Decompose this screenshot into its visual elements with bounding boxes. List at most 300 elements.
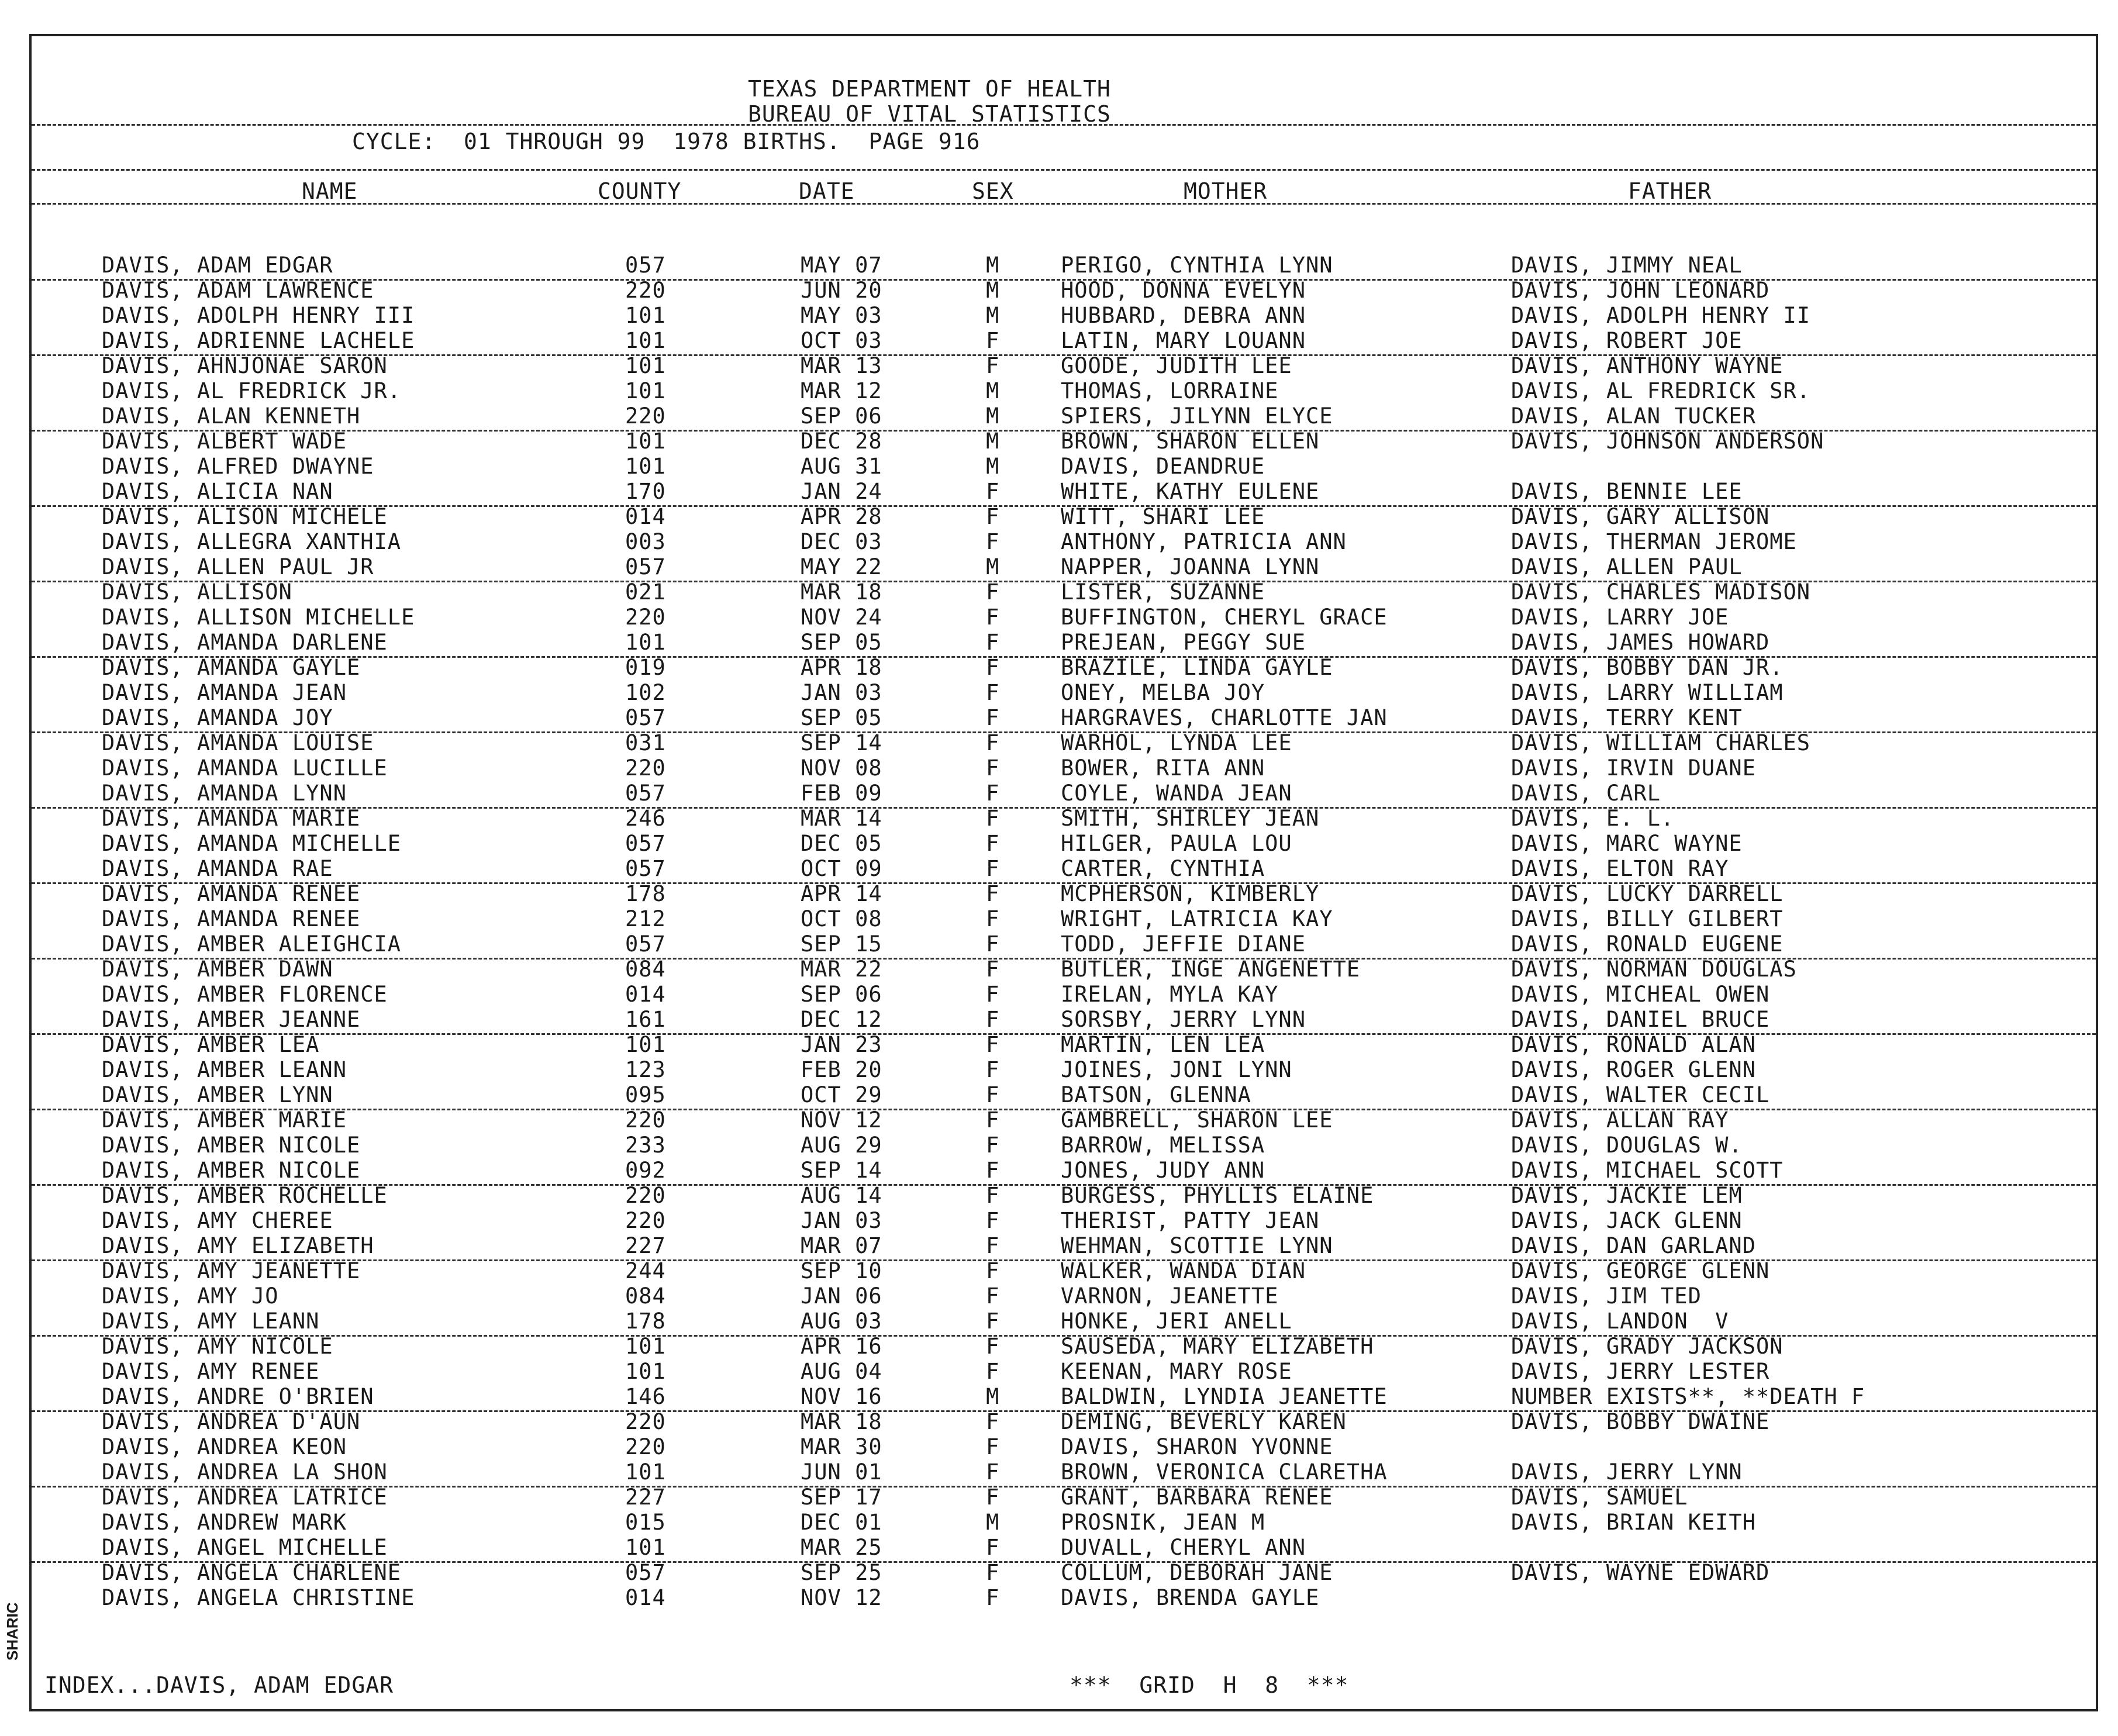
cell-sex: F bbox=[986, 1233, 1000, 1258]
cell-father: NUMBER EXISTS**, **DEATH F bbox=[1511, 1384, 1865, 1409]
cell-sex: F bbox=[986, 1560, 1000, 1585]
cell-father: DAVIS, NORMAN DOUGLAS bbox=[1511, 957, 1797, 982]
cell-father: DAVIS, JACKIE LEM bbox=[1511, 1183, 1743, 1208]
cell-sex: F bbox=[986, 479, 1000, 504]
cell-father: DAVIS, LANDON V bbox=[1511, 1309, 1729, 1334]
cell-sex: F bbox=[986, 906, 1000, 931]
cell-county: 101 bbox=[625, 1459, 666, 1485]
cell-county: 101 bbox=[625, 1535, 666, 1560]
cell-mother: BOWER, RITA ANN bbox=[1061, 755, 1265, 781]
cell-county: 057 bbox=[625, 1560, 666, 1585]
table-row bbox=[32, 1033, 2096, 1058]
col-father: FATHER bbox=[1628, 178, 1712, 204]
cell-father: DAVIS, JACK GLENN bbox=[1511, 1208, 1743, 1233]
cell-date: JAN 24 bbox=[801, 479, 882, 504]
cell-sex: F bbox=[986, 705, 1000, 730]
cell-date: APR 14 bbox=[801, 881, 882, 906]
cell-date: NOV 12 bbox=[801, 1107, 882, 1133]
cell-county: 101 bbox=[625, 454, 666, 479]
table-row bbox=[32, 933, 2096, 960]
cell-county: 220 bbox=[625, 1434, 666, 1459]
cell-date: NOV 08 bbox=[801, 755, 882, 781]
cell-sex: F bbox=[986, 1309, 1000, 1334]
header-rule-bottom bbox=[32, 203, 2096, 205]
cell-county: 101 bbox=[625, 378, 666, 403]
table-row bbox=[32, 958, 2096, 983]
cell-father: DAVIS, RONALD ALAN bbox=[1511, 1032, 1756, 1057]
cell-father: DAVIS, DAN GARLAND bbox=[1511, 1233, 1756, 1258]
cell-county: 015 bbox=[625, 1510, 666, 1535]
cell-date: MAY 22 bbox=[801, 554, 882, 579]
cell-name: DAVIS, AMANDA LUCILLE bbox=[102, 755, 388, 781]
table-row bbox=[32, 1461, 2096, 1487]
cell-mother: DAVIS, SHARON YVONNE bbox=[1061, 1434, 1333, 1459]
cell-father: DAVIS, ANTHONY WAYNE bbox=[1511, 353, 1784, 378]
cell-date: AUG 04 bbox=[801, 1359, 882, 1384]
table-row bbox=[32, 1511, 2096, 1536]
cell-name: DAVIS, ANGELA CHARLENE bbox=[102, 1560, 402, 1585]
cell-name: DAVIS, ALAN KENNETH bbox=[102, 403, 361, 429]
cell-mother: WRIGHT, LATRICIA KAY bbox=[1061, 906, 1333, 931]
cell-mother: NAPPER, JOANNA LYNN bbox=[1061, 554, 1320, 579]
cell-mother: IRELAN, MYLA KAY bbox=[1061, 982, 1279, 1007]
table-row bbox=[32, 405, 2096, 432]
cell-sex: M bbox=[986, 454, 1000, 479]
cell-father: DAVIS, JERRY LYNN bbox=[1511, 1459, 1743, 1485]
header-bureau: BUREAU OF VITAL STATISTICS bbox=[748, 101, 1111, 127]
table-row bbox=[32, 1184, 2096, 1209]
cell-sex: M bbox=[986, 278, 1000, 303]
table-row bbox=[32, 1360, 2096, 1385]
cell-name: DAVIS, AMBER ROCHELLE bbox=[102, 1183, 388, 1208]
cell-mother: ONEY, MELBA JOY bbox=[1061, 680, 1265, 705]
cell-date: APR 18 bbox=[801, 655, 882, 680]
cell-mother: WEHMAN, SCOTTIE LYNN bbox=[1061, 1233, 1333, 1258]
cell-father: DAVIS, WAYNE EDWARD bbox=[1511, 1560, 1770, 1585]
cell-father: DAVIS, MARC WAYNE bbox=[1511, 831, 1743, 856]
cell-mother: LISTER, SUZANNE bbox=[1061, 579, 1265, 605]
table-row bbox=[32, 505, 2096, 530]
cell-sex: F bbox=[986, 831, 1000, 856]
cell-father: DAVIS, WILLIAM CHARLES bbox=[1511, 730, 1811, 755]
table-row bbox=[32, 279, 2096, 304]
table-row bbox=[32, 379, 2096, 405]
cell-date: JUN 01 bbox=[801, 1459, 882, 1485]
cell-county: 170 bbox=[625, 479, 666, 504]
cell-county: 220 bbox=[625, 1409, 666, 1434]
table-row bbox=[32, 1159, 2096, 1186]
cell-date: OCT 09 bbox=[801, 856, 882, 881]
cell-sex: M bbox=[986, 1384, 1000, 1409]
cell-sex: F bbox=[986, 328, 1000, 353]
cell-mother: SMITH, SHIRLEY JEAN bbox=[1061, 806, 1320, 831]
cell-name: DAVIS, ALBERT WADE bbox=[102, 429, 347, 454]
cell-county: 084 bbox=[625, 1283, 666, 1309]
cell-county: 220 bbox=[625, 605, 666, 630]
cell-date: AUG 31 bbox=[801, 454, 882, 479]
cell-father: DAVIS, JERRY LESTER bbox=[1511, 1359, 1770, 1384]
cell-sex: F bbox=[986, 605, 1000, 630]
cell-mother: SORSBY, JERRY LYNN bbox=[1061, 1007, 1306, 1032]
cell-county: 101 bbox=[625, 328, 666, 353]
cell-sex: F bbox=[986, 1585, 1000, 1610]
table-row bbox=[32, 832, 2096, 857]
cell-date: SEP 14 bbox=[801, 730, 882, 755]
table-row bbox=[32, 430, 2096, 455]
cell-county: 220 bbox=[625, 1107, 666, 1133]
cell-sex: F bbox=[986, 755, 1000, 781]
cell-sex: F bbox=[986, 1107, 1000, 1133]
cell-sex: F bbox=[986, 630, 1000, 655]
cell-date: NOV 16 bbox=[801, 1384, 882, 1409]
table-row bbox=[32, 731, 2096, 757]
cell-county: 092 bbox=[625, 1158, 666, 1183]
cell-name: DAVIS, AMBER LYNN bbox=[102, 1082, 333, 1107]
cell-date: SEP 25 bbox=[801, 1560, 882, 1585]
cell-county: 220 bbox=[625, 755, 666, 781]
table-row bbox=[32, 782, 2096, 809]
cell-name: DAVIS, ANDREW MARK bbox=[102, 1510, 347, 1535]
cell-sex: F bbox=[986, 1359, 1000, 1384]
cell-county: 101 bbox=[625, 1359, 666, 1384]
cell-father: DAVIS, AL FREDRICK SR. bbox=[1511, 378, 1811, 403]
cell-name: DAVIS, ADAM EDGAR bbox=[102, 253, 333, 278]
cell-county: 246 bbox=[625, 806, 666, 831]
cell-mother: SAUSEDA, MARY ELIZABETH bbox=[1061, 1334, 1374, 1359]
header-rule-top bbox=[32, 124, 2096, 126]
cell-date: SEP 06 bbox=[801, 403, 882, 429]
cell-father: DAVIS, ALAN TUCKER bbox=[1511, 403, 1756, 429]
cell-sex: M bbox=[986, 303, 1000, 328]
cell-date: FEB 09 bbox=[801, 781, 882, 806]
cell-county: 014 bbox=[625, 982, 666, 1007]
cell-father: DAVIS, BENNIE LEE bbox=[1511, 479, 1743, 504]
cell-sex: F bbox=[986, 1082, 1000, 1107]
cell-county: 101 bbox=[625, 1334, 666, 1359]
cell-mother: DUVALL, CHERYL ANN bbox=[1061, 1535, 1306, 1560]
cell-sex: M bbox=[986, 378, 1000, 403]
col-name: NAME bbox=[302, 178, 358, 204]
cell-name: DAVIS, AMANDA LYNN bbox=[102, 781, 347, 806]
cell-date: FEB 20 bbox=[801, 1057, 882, 1082]
cell-date: MAR 13 bbox=[801, 353, 882, 378]
cell-mother: BURGESS, PHYLLIS ELAINE bbox=[1061, 1183, 1374, 1208]
cell-father: DAVIS, THERMAN JEROME bbox=[1511, 529, 1797, 554]
table-row bbox=[32, 681, 2096, 706]
cell-sex: F bbox=[986, 957, 1000, 982]
cell-name: DAVIS, ADRIENNE LACHELE bbox=[102, 328, 415, 353]
cell-sex: F bbox=[986, 1485, 1000, 1510]
cell-name: DAVIS, AMBER JEANNE bbox=[102, 1007, 361, 1032]
cell-county: 161 bbox=[625, 1007, 666, 1032]
table-row bbox=[32, 1008, 2096, 1035]
cell-sex: F bbox=[986, 1258, 1000, 1283]
cell-name: DAVIS, ALLEN PAUL JR bbox=[102, 554, 374, 579]
table-row bbox=[32, 329, 2096, 356]
cell-name: DAVIS, AMANDA JEAN bbox=[102, 680, 347, 705]
cell-name: DAVIS, ALISON MICHELE bbox=[102, 504, 388, 529]
cell-mother: DAVIS, DEANDRUE bbox=[1061, 454, 1265, 479]
table-row bbox=[32, 530, 2096, 555]
cell-father: DAVIS, E. L. bbox=[1511, 806, 1675, 831]
table-row bbox=[32, 857, 2096, 884]
col-sex: SEX bbox=[972, 178, 1014, 204]
cell-sex: F bbox=[986, 881, 1000, 906]
cell-sex: F bbox=[986, 1535, 1000, 1560]
cell-county: 057 bbox=[625, 781, 666, 806]
cell-mother: JONES, JUDY ANN bbox=[1061, 1158, 1265, 1183]
cell-name: DAVIS, AHNJONAE SARON bbox=[102, 353, 388, 378]
cell-date: MAR 22 bbox=[801, 957, 882, 982]
cell-date: MAR 07 bbox=[801, 1233, 882, 1258]
cell-sex: F bbox=[986, 1183, 1000, 1208]
cell-name: DAVIS, AMY JO bbox=[102, 1283, 279, 1309]
cell-name: DAVIS, AMBER DAWN bbox=[102, 957, 333, 982]
cell-sex: F bbox=[986, 529, 1000, 554]
cell-county: 233 bbox=[625, 1133, 666, 1158]
cell-date: DEC 05 bbox=[801, 831, 882, 856]
cell-date: DEC 01 bbox=[801, 1510, 882, 1535]
cell-name: DAVIS, ANDREA LATRICE bbox=[102, 1485, 388, 1510]
cell-sex: F bbox=[986, 1133, 1000, 1158]
table-row bbox=[32, 807, 2096, 832]
cell-name: DAVIS, AMANDA GAYLE bbox=[102, 655, 361, 680]
cell-father: DAVIS, IRVIN DUANE bbox=[1511, 755, 1756, 781]
cell-county: 220 bbox=[625, 278, 666, 303]
cell-name: DAVIS, AL FREDRICK JR. bbox=[102, 378, 402, 403]
cell-sex: F bbox=[986, 1334, 1000, 1359]
table-row bbox=[32, 581, 2096, 606]
cell-mother: LATIN, MARY LOUANN bbox=[1061, 328, 1306, 353]
cell-sex: F bbox=[986, 680, 1000, 705]
cell-mother: WHITE, KATHY EULENE bbox=[1061, 479, 1320, 504]
cell-father: DAVIS, TERRY KENT bbox=[1511, 705, 1743, 730]
cell-father: DAVIS, DANIEL BRUCE bbox=[1511, 1007, 1770, 1032]
cell-father: DAVIS, MICHEAL OWEN bbox=[1511, 982, 1770, 1007]
cell-father: DAVIS, ADOLPH HENRY II bbox=[1511, 303, 1811, 328]
cell-county: 057 bbox=[625, 253, 666, 278]
table-row bbox=[32, 656, 2096, 681]
cell-name: DAVIS, AMBER NICOLE bbox=[102, 1133, 361, 1158]
cycle-line: CYCLE: 01 THROUGH 99 1978 BIRTHS. PAGE 916 bbox=[352, 129, 981, 154]
cell-sex: F bbox=[986, 504, 1000, 529]
cell-county: 057 bbox=[625, 931, 666, 957]
cell-mother: ANTHONY, PATRICIA ANN bbox=[1061, 529, 1347, 554]
cell-sex: F bbox=[986, 1057, 1000, 1082]
cell-father: DAVIS, ROBERT JOE bbox=[1511, 328, 1743, 353]
cell-date: AUG 29 bbox=[801, 1133, 882, 1158]
cell-sex: F bbox=[986, 655, 1000, 680]
table-row bbox=[32, 1586, 2096, 1611]
cell-mother: MARTIN, LEN LEA bbox=[1061, 1032, 1265, 1057]
cell-name: DAVIS, ALFRED DWAYNE bbox=[102, 454, 374, 479]
cell-date: SEP 17 bbox=[801, 1485, 882, 1510]
cell-sex: M bbox=[986, 554, 1000, 579]
cell-county: 212 bbox=[625, 906, 666, 931]
cell-mother: MCPHERSON, KIMBERLY bbox=[1061, 881, 1320, 906]
cell-name: DAVIS, AMY RENEE bbox=[102, 1359, 320, 1384]
cell-date: MAR 18 bbox=[801, 1409, 882, 1434]
cell-father: DAVIS, CARL bbox=[1511, 781, 1661, 806]
table-row bbox=[32, 1285, 2096, 1310]
col-county: COUNTY bbox=[598, 178, 682, 204]
cell-sex: F bbox=[986, 931, 1000, 957]
table-row bbox=[32, 606, 2096, 631]
cell-date: AUG 14 bbox=[801, 1183, 882, 1208]
cell-mother: WITT, SHARI LEE bbox=[1061, 504, 1265, 529]
cell-father: DAVIS, ELTON RAY bbox=[1511, 856, 1729, 881]
cell-county: 101 bbox=[625, 1032, 666, 1057]
cell-date: APR 16 bbox=[801, 1334, 882, 1359]
cell-date: MAR 14 bbox=[801, 806, 882, 831]
table-row bbox=[32, 1486, 2096, 1511]
table-row bbox=[32, 1234, 2096, 1261]
cell-county: 021 bbox=[625, 579, 666, 605]
cell-date: NOV 24 bbox=[801, 605, 882, 630]
cell-father: DAVIS, MICHAEL SCOTT bbox=[1511, 1158, 1784, 1183]
cell-mother: BROWN, VERONICA CLARETHA bbox=[1061, 1459, 1388, 1485]
cell-sex: F bbox=[986, 1459, 1000, 1485]
cell-name: DAVIS, ALICIA NAN bbox=[102, 479, 333, 504]
table-row bbox=[32, 480, 2096, 507]
cell-sex: M bbox=[986, 403, 1000, 429]
cell-father: DAVIS, DOUGLAS W. bbox=[1511, 1133, 1743, 1158]
cell-county: 220 bbox=[625, 1183, 666, 1208]
cell-county: 057 bbox=[625, 856, 666, 881]
cell-name: DAVIS, AMY CHEREE bbox=[102, 1208, 333, 1233]
cell-date: AUG 03 bbox=[801, 1309, 882, 1334]
table-row bbox=[32, 1083, 2096, 1110]
cell-county: 019 bbox=[625, 655, 666, 680]
cell-county: 102 bbox=[625, 680, 666, 705]
cell-name: DAVIS, AMANDA DARLENE bbox=[102, 630, 388, 655]
cell-father: DAVIS, JIM TED bbox=[1511, 1283, 1702, 1309]
cell-father: DAVIS, WALTER CECIL bbox=[1511, 1082, 1770, 1107]
cell-county: 101 bbox=[625, 429, 666, 454]
cell-father: DAVIS, JIMMY NEAL bbox=[1511, 253, 1743, 278]
cell-mother: GRANT, BARBARA RENEE bbox=[1061, 1485, 1333, 1510]
cell-father: DAVIS, BRIAN KEITH bbox=[1511, 1510, 1756, 1535]
cell-sex: F bbox=[986, 579, 1000, 605]
cell-date: OCT 03 bbox=[801, 328, 882, 353]
cell-date: JUN 20 bbox=[801, 278, 882, 303]
table-row bbox=[32, 1134, 2096, 1159]
cell-father: DAVIS, SAMUEL bbox=[1511, 1485, 1688, 1510]
cell-name: DAVIS, ALLISON bbox=[102, 579, 292, 605]
cell-name: DAVIS, AMY NICOLE bbox=[102, 1334, 333, 1359]
cell-county: 244 bbox=[625, 1258, 666, 1283]
cell-date: DEC 28 bbox=[801, 429, 882, 454]
table-row bbox=[32, 1536, 2096, 1563]
cell-name: DAVIS, AMY JEANETTE bbox=[102, 1258, 361, 1283]
cell-date: SEP 05 bbox=[801, 705, 882, 730]
cell-father: DAVIS, LUCKY DARRELL bbox=[1511, 881, 1784, 906]
cell-date: JAN 23 bbox=[801, 1032, 882, 1057]
cell-father: DAVIS, BOBBY DWAINE bbox=[1511, 1409, 1770, 1434]
cell-county: 227 bbox=[625, 1233, 666, 1258]
cell-county: 101 bbox=[625, 630, 666, 655]
cell-mother: HARGRAVES, CHARLOTTE JAN bbox=[1061, 705, 1388, 730]
header-rule-mid bbox=[32, 169, 2096, 171]
col-date: DATE bbox=[799, 178, 855, 204]
cell-date: MAR 18 bbox=[801, 579, 882, 605]
cell-mother: HONKE, JERI ANELL bbox=[1061, 1309, 1292, 1334]
table-row bbox=[32, 882, 2096, 907]
cell-mother: BROWN, SHARON ELLEN bbox=[1061, 429, 1320, 454]
cell-father: DAVIS, LARRY JOE bbox=[1511, 605, 1729, 630]
cell-date: JAN 06 bbox=[801, 1283, 882, 1309]
cell-father: DAVIS, JOHNSON ANDERSON bbox=[1511, 429, 1824, 454]
table-row bbox=[32, 354, 2096, 379]
cell-mother: HILGER, PAULA LOU bbox=[1061, 831, 1292, 856]
cell-mother: BRAZILE, LINDA GAYLE bbox=[1061, 655, 1333, 680]
cell-sex: M bbox=[986, 429, 1000, 454]
col-mother: MOTHER bbox=[1184, 178, 1268, 204]
cell-mother: GOODE, JUDITH LEE bbox=[1061, 353, 1292, 378]
cell-county: 057 bbox=[625, 705, 666, 730]
cell-county: 031 bbox=[625, 730, 666, 755]
footer-grid: *** GRID H 8 *** bbox=[1070, 1672, 1349, 1698]
table-row bbox=[32, 1410, 2096, 1435]
cell-name: DAVIS, AMY LEANN bbox=[102, 1309, 320, 1334]
cell-father: DAVIS, CHARLES MADISON bbox=[1511, 579, 1811, 605]
cell-mother: COLLUM, DEBORAH JANE bbox=[1061, 1560, 1333, 1585]
cell-mother: BUFFINGTON, CHERYL GRACE bbox=[1061, 605, 1388, 630]
cell-name: DAVIS, ADAM LAWRENCE bbox=[102, 278, 374, 303]
cell-name: DAVIS, AMANDA RENEE bbox=[102, 906, 361, 931]
cell-father: DAVIS, GEORGE GLENN bbox=[1511, 1258, 1770, 1283]
cell-date: MAR 30 bbox=[801, 1434, 882, 1459]
cell-father: DAVIS, JOHN LEONARD bbox=[1511, 278, 1770, 303]
table-row bbox=[32, 631, 2096, 658]
cell-sex: F bbox=[986, 1409, 1000, 1434]
cell-father: DAVIS, GARY ALLISON bbox=[1511, 504, 1770, 529]
cell-mother: WALKER, WANDA DIAN bbox=[1061, 1258, 1306, 1283]
cell-father: DAVIS, GRADY JACKSON bbox=[1511, 1334, 1784, 1359]
cell-sex: F bbox=[986, 1208, 1000, 1233]
cell-mother: GAMBRELL, SHARON LEE bbox=[1061, 1107, 1333, 1133]
table-row bbox=[32, 706, 2096, 733]
cell-name: DAVIS, ANDREA LA SHON bbox=[102, 1459, 388, 1485]
cell-date: MAR 25 bbox=[801, 1535, 882, 1560]
cell-mother: JOINES, JONI LYNN bbox=[1061, 1057, 1292, 1082]
cell-father: DAVIS, ALLAN RAY bbox=[1511, 1107, 1729, 1133]
cell-mother: CARTER, CYNTHIA bbox=[1061, 856, 1265, 881]
cell-date: SEP 15 bbox=[801, 931, 882, 957]
table-row bbox=[32, 1109, 2096, 1134]
cell-sex: F bbox=[986, 1032, 1000, 1057]
cell-county: 123 bbox=[625, 1057, 666, 1082]
cell-county: 057 bbox=[625, 554, 666, 579]
cell-sex: F bbox=[986, 781, 1000, 806]
cell-county: 084 bbox=[625, 957, 666, 982]
cell-date: JAN 03 bbox=[801, 1208, 882, 1233]
cell-date: MAR 12 bbox=[801, 378, 882, 403]
document-frame bbox=[29, 34, 2098, 1711]
cell-mother: KEENAN, MARY ROSE bbox=[1061, 1359, 1292, 1384]
table-row bbox=[32, 1058, 2096, 1083]
cell-county: 178 bbox=[625, 881, 666, 906]
cell-mother: THOMAS, LORRAINE bbox=[1061, 378, 1279, 403]
cell-father: DAVIS, ALLEN PAUL bbox=[1511, 554, 1743, 579]
cell-date: DEC 03 bbox=[801, 529, 882, 554]
table-row bbox=[32, 1435, 2096, 1461]
cell-date: SEP 14 bbox=[801, 1158, 882, 1183]
cell-mother: HUBBARD, DEBRA ANN bbox=[1061, 303, 1306, 328]
cell-sex: F bbox=[986, 353, 1000, 378]
table-row bbox=[32, 254, 2096, 281]
cell-county: 003 bbox=[625, 529, 666, 554]
